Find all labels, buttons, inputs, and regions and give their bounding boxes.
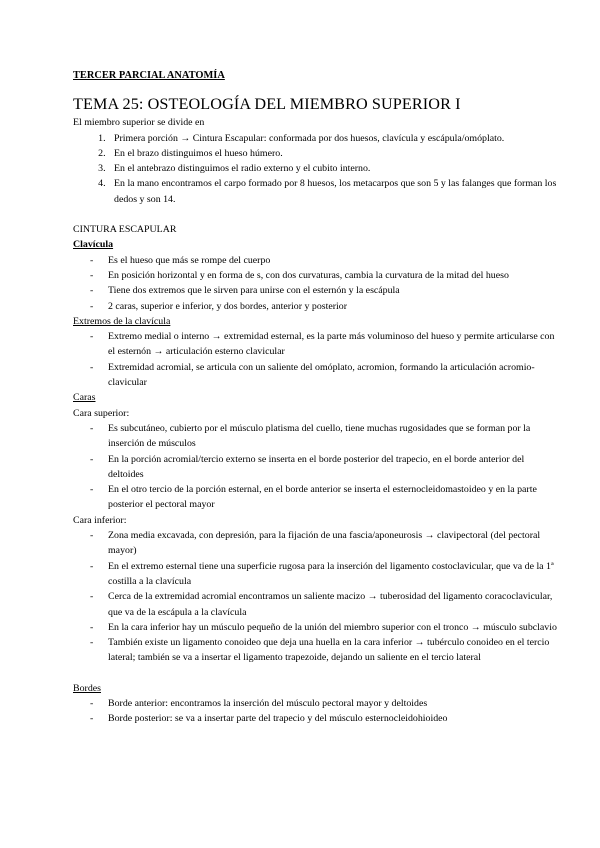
cara-superior-label: Cara superior:: [73, 407, 130, 419]
section-heading: CINTURA ESCAPULAR: [73, 224, 177, 236]
list-item: - Tiene dos extremos que le sirven para unirse con el esternón y la escápula: [73, 283, 560, 298]
cara-inferior-list: [73, 528, 560, 666]
list-item: - En el otro tercio de la porción esternal, en el borde anterior se inserta el esternocleidomastoideo y en la parte posterior el pectoral mayor: [73, 482, 560, 513]
list-item: - En el extremo esternal tiene una superficie rugosa para la inserción del ligamento costoclavicular, que va de la 1ª costilla a la clavícula: [73, 559, 560, 590]
list-item: - Extremidad acromial, se articula con un saliente del omóplato, acromion, formando la articulación acromio-clavicular: [73, 360, 560, 391]
list-item: - Cerca de la extremidad acromial encontramos un saliente macizo → tuberosidad del ligamento coracoclavicular, que va de la escápula a la clavícula: [73, 589, 560, 620]
bordes-list: [73, 696, 560, 727]
list-item: - En la cara inferior hay un músculo pequeño de la unión del miembro superior con el tronco → músculo subclavio: [73, 620, 560, 635]
cara-superior-list: [73, 421, 560, 513]
list-item: - Extremo medial o interno → extremidad esternal, es la parte más voluminoso del hueso y permite articularse con el esternón → articulación esterno clavicular: [73, 329, 560, 360]
list-item: - En posición horizontal y en forma de s, con dos curvaturas, cambia la curvatura de la mitad del hueso: [73, 268, 560, 283]
list-item: - 2 caras, superior e inferior, y dos bordes, anterior y posterior: [73, 299, 560, 314]
extremos-heading: Extremos de la clavícula: [73, 315, 171, 327]
list-item: - En la porción acromial/tercio externo se inserta en el borde posterior del trapecio, en el borde anterior del deltoides: [73, 452, 560, 483]
list-item: - Borde posterior: se va a insertar parte del trapecio y del músculo esternocleidohioideo: [73, 711, 560, 726]
divisions-list: [73, 131, 560, 207]
extremos-list: [73, 329, 560, 390]
clavicula-list: [73, 253, 560, 314]
document-header: TERCER PARCIAL ANATOMÍA: [73, 70, 225, 81]
division-item: 4. En la mano encontramos el carpo formado por 8 huesos, los metacarpos que son 5 y las falanges que forman los dedos y son 14.: [108, 176, 560, 207]
bordes-heading: Bordes: [73, 682, 101, 694]
list-item: - Borde anterior: encontramos la inserción del músculo pectoral mayor y deltoides: [73, 696, 560, 711]
list-item: - Es el hueso que más se rompe del cuerpo: [73, 253, 560, 268]
list-item: - Es subcutáneo, cubierto por el músculo platisma del cuello, tiene muchas rugosidades que se forman por la inserción de músculos: [73, 421, 560, 452]
topic-title: TEMA 25: OSTEOLOGÍA DEL MIEMBRO SUPERIOR I: [73, 95, 461, 114]
list-item: - Zona media excavada, con depresión, para la fijación de una fascia/aponeurosis → clavipectoral (del pectoral mayor): [73, 528, 560, 559]
division-item: 3. En el antebrazo distinguimos el radio externo y el cubito interno.: [108, 161, 560, 176]
caras-heading: Caras: [73, 392, 96, 404]
division-item: 2. En el brazo distinguimos el hueso húmero.: [108, 146, 560, 161]
intro-text: El miembro superior se divide en: [73, 117, 205, 129]
cara-inferior-label: Cara inferior:: [73, 514, 127, 526]
division-item: 1. Primera porción → Cintura Escapular: conformada por dos huesos, clavícula y escápula/omóplato.: [108, 131, 560, 146]
clavicula-heading: Clavícula: [73, 239, 114, 251]
list-item: - También existe un ligamento conoideo que deja una huella en la cara inferior → tubérculo conoideo en el tercio lateral; también se va a insertar el ligamento trapezoide, dejando un saliente en el tercio lateral: [73, 635, 560, 666]
